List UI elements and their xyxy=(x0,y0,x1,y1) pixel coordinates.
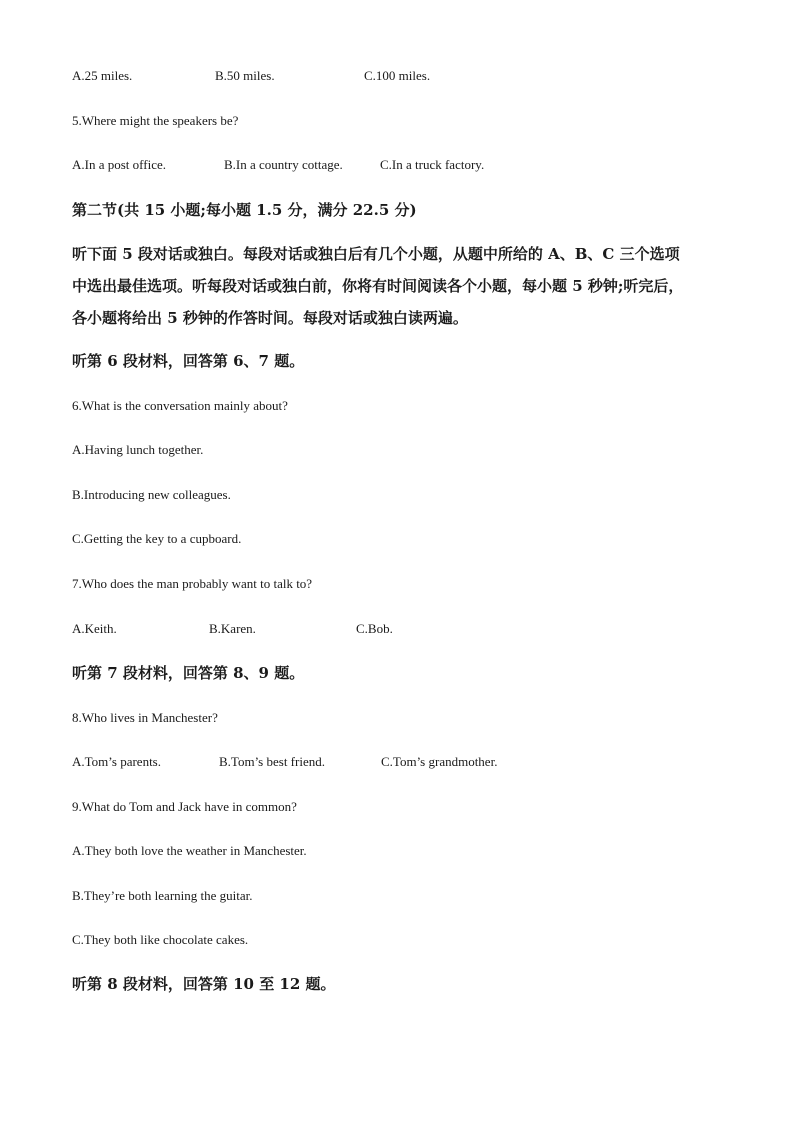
passage8-heading: 听第 8 段材料，回答第 10 至 12 题。 xyxy=(72,975,336,993)
q7-option-b: B.Karen. xyxy=(209,621,256,636)
section2-instructions xyxy=(72,238,722,334)
q5-option-a: A.In a post office. xyxy=(72,157,166,172)
section2-title: 第二节(共 15 小题;每小题 1.5 分，满分 22.5 分) xyxy=(72,201,417,219)
q8-option-a: A.Tom’s parents. xyxy=(72,754,161,769)
q8-question: 8.Who lives in Manchester? xyxy=(72,710,218,725)
q8-option-b: B.Tom’s best friend. xyxy=(219,754,325,769)
instruction-line-1: 听下面 5 段对话或独白。每段对话或独白后有几个小题，从题中所给的 A、B、C 三个选项 xyxy=(72,245,680,263)
q9-question: 9.What do Tom and Jack have in common? xyxy=(72,799,297,814)
q6-option-b: B.Introducing new colleagues. xyxy=(72,487,231,502)
q7-option-a: A.Keith. xyxy=(72,621,117,636)
q4-option-a: A.25 miles. xyxy=(72,68,133,83)
instruction-line-3: 各小题将给出 5 秒钟的作答时间。每段对话或独白读两遍。 xyxy=(72,309,468,327)
q9-option-a: A.They both love the weather in Manchester. xyxy=(72,843,307,858)
instruction-line-2: 中选出最佳选项。听每段对话或独白前，你将有时间阅读各个小题，每小题 5 秒钟;听完后， xyxy=(72,277,684,295)
q5-option-c: C.In a truck factory. xyxy=(380,157,485,172)
q8-option-c: C.Tom’s grandmother. xyxy=(381,754,498,769)
q5-option-b: B.In a country cottage. xyxy=(224,157,343,172)
passage6-heading: 听第 6 段材料，回答第 6、7 题。 xyxy=(72,352,305,370)
q7-question: 7.Who does the man probably want to talk to? xyxy=(72,576,313,591)
q4-option-b: B.50 miles. xyxy=(215,68,275,83)
q4-option-c: C.100 miles. xyxy=(364,68,431,83)
q6-option-c: C.Getting the key to a cupboard. xyxy=(72,531,242,546)
q5-question: 5.Where might the speakers be? xyxy=(72,113,239,128)
q9-option-b: B.They’re both learning the guitar. xyxy=(72,888,253,903)
q6-option-a: A.Having lunch together. xyxy=(72,442,204,457)
passage7-heading: 听第 7 段材料，回答第 8、9 题。 xyxy=(72,664,305,682)
q7-option-c: C.Bob. xyxy=(356,621,393,636)
q9-option-c: C.They both like chocolate cakes. xyxy=(72,932,249,947)
q6-question: 6.What is the conversation mainly about? xyxy=(72,398,288,413)
